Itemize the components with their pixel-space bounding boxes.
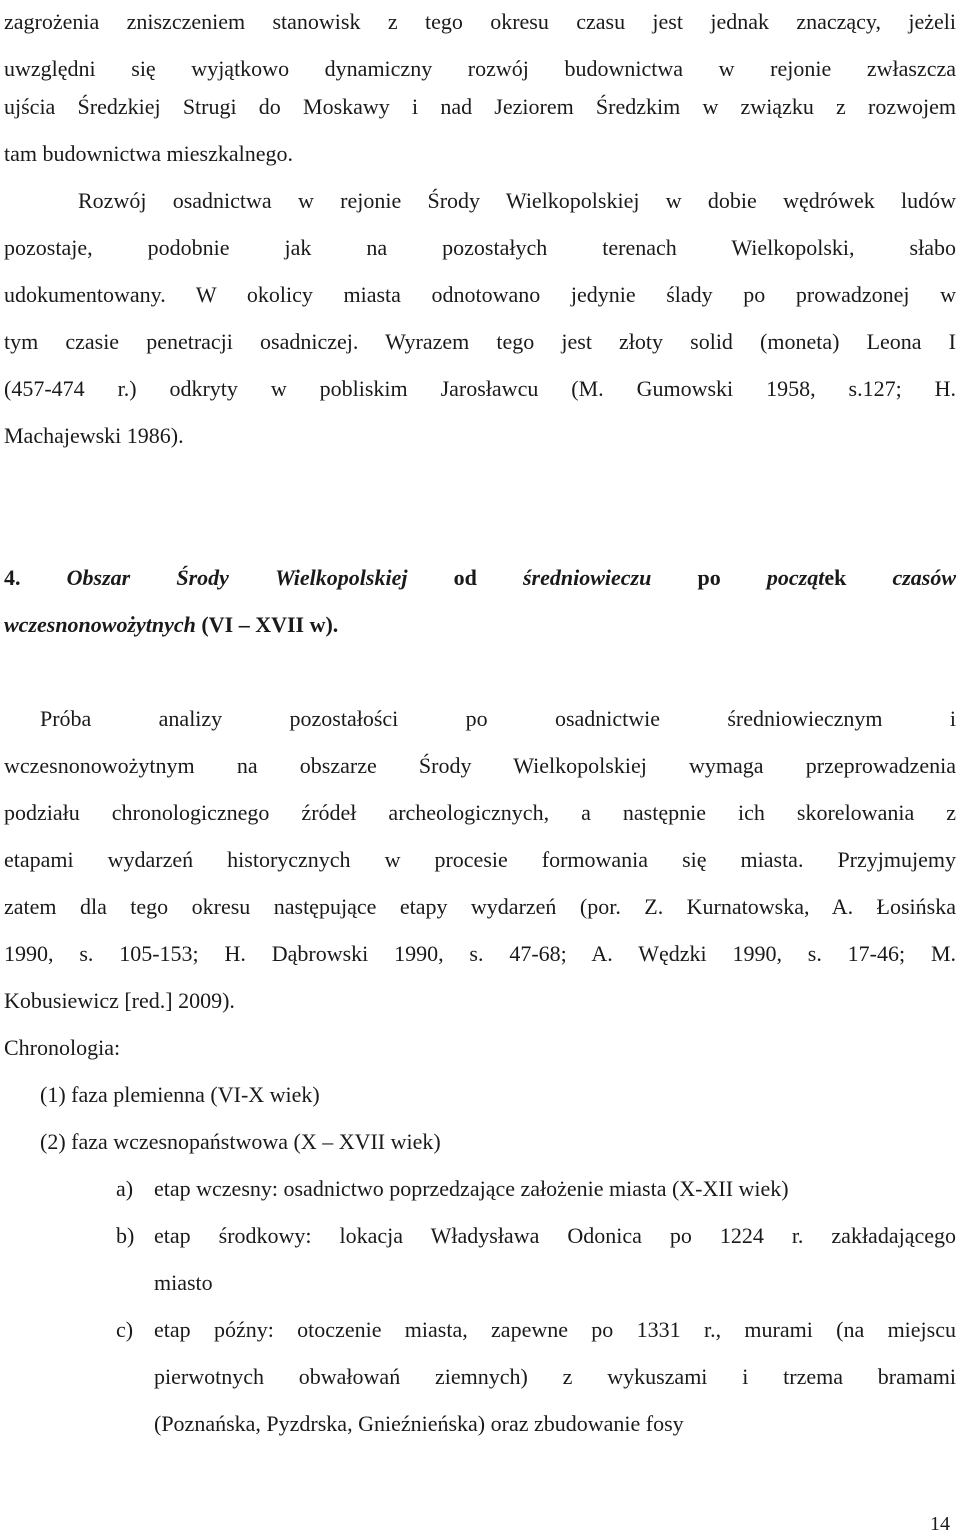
text-line: Próba analizy pozostałości po osadnictwie średniowiecznym i [40, 706, 956, 731]
sub-item-label: c) [116, 1317, 134, 1342]
text-line: udokumentowany. W okolicy miasta odnotowano jedynie ślady po prowadzonej w [4, 282, 956, 307]
heading-line [4, 563, 956, 593]
text-line: miasto [154, 1270, 213, 1295]
heading-line [4, 610, 956, 640]
text-line: (457-474 r.) odkryty w pobliskim Jarosławcu (M. Gumowski 1958, s.127; H. [4, 376, 956, 401]
text-line: pierwotnych obwałowań ziemnych) z wykuszami i trzema bramami [154, 1364, 956, 1389]
text-line: tam budownictwa mieszkalnego. [4, 141, 293, 166]
text-line: Machajewski 1986). [4, 423, 184, 448]
heading-word: Obszar [66, 565, 131, 590]
text-line: pozostaje, podobnie jak na pozostałych terenach Wielkopolski, słabo [4, 235, 956, 260]
heading-word: Środy [176, 565, 229, 590]
sub-item-label: b) [116, 1223, 135, 1248]
heading-number: 4. [4, 565, 21, 590]
text-line: Rozwój osadnictwa w rejonie Środy Wielkopolskiej w dobie wędrówek ludów [78, 188, 956, 213]
document-page [4, 0, 956, 1537]
heading-word: wczesnonowożytnych [4, 612, 196, 637]
list-item-phase-1: (1) faza plemienna (VI-X wiek) [40, 1082, 320, 1107]
heading-word: początek [766, 565, 847, 590]
text-line: ujścia Średzkiej Strugi do Moskawy i nad Jeziorem Średzkim w związku z rozwojem [4, 94, 956, 119]
text-line: etap środkowy: lokacja Władysława Odonica po 1224 r. zakładającego [154, 1223, 956, 1248]
text-line: (Poznańska, Pyzdrska, Gnieźnieńska) oraz zbudowanie fosy [154, 1411, 684, 1436]
text-line: 1990, s. 105-153; H. Dąbrowski 1990, s. 47-68; A. Wędzki 1990, s. 17-46; M. [4, 941, 956, 966]
text-line: etap późny: otoczenie miasta, zapewne po 1331 r., murami (na miejscu [154, 1317, 956, 1342]
heading-word: Wielkopolskiej [275, 565, 408, 590]
heading-word: od [453, 565, 477, 590]
text-line: uwzględni się wyjątkowo dynamiczny rozwój budownictwa w rejonie zwłaszcza [4, 56, 956, 81]
heading-word: (VI – XVII w). [201, 612, 339, 637]
sub-item-label: a) [116, 1176, 134, 1201]
text-line: wczesnonowożytnym na obszarze Środy Wielkopolskiej wymaga przeprowadzenia [4, 753, 956, 778]
text-line: podziału chronologicznego źródeł archeologicznych, a następnie ich skorelowania z [4, 800, 956, 825]
text-line: etapami wydarzeń historycznych w procesie formowania się miasta. Przyjmujemy [4, 847, 956, 872]
text-line: zatem dla tego okresu następujące etapy wydarzeń (por. Z. Kurnatowska, A. Łosińska [4, 894, 956, 919]
text-line: tym czasie penetracji osadniczej. Wyrazem tego jest złoty solid (moneta) Leona I [4, 329, 956, 354]
page-number: 14 [930, 1513, 950, 1535]
text-line: zagrożenia zniszczeniem stanowisk z tego okresu czasu jest jednak znaczący, jeżeli [4, 9, 956, 34]
heading-word: czasów [892, 565, 957, 590]
text-line: etap wczesny: osadnictwo poprzedzające założenie miasta (X-XII wiek) [154, 1176, 789, 1201]
heading-word: po [697, 565, 721, 590]
text-line: Kobusiewicz [red.] 2009). [4, 988, 235, 1013]
heading-word: średniowieczu [523, 565, 652, 590]
list-item-phase-2: (2) faza wczesnopaństwowa (X – XVII wiek) [40, 1129, 441, 1154]
chronology-title: Chronologia: [4, 1035, 121, 1060]
